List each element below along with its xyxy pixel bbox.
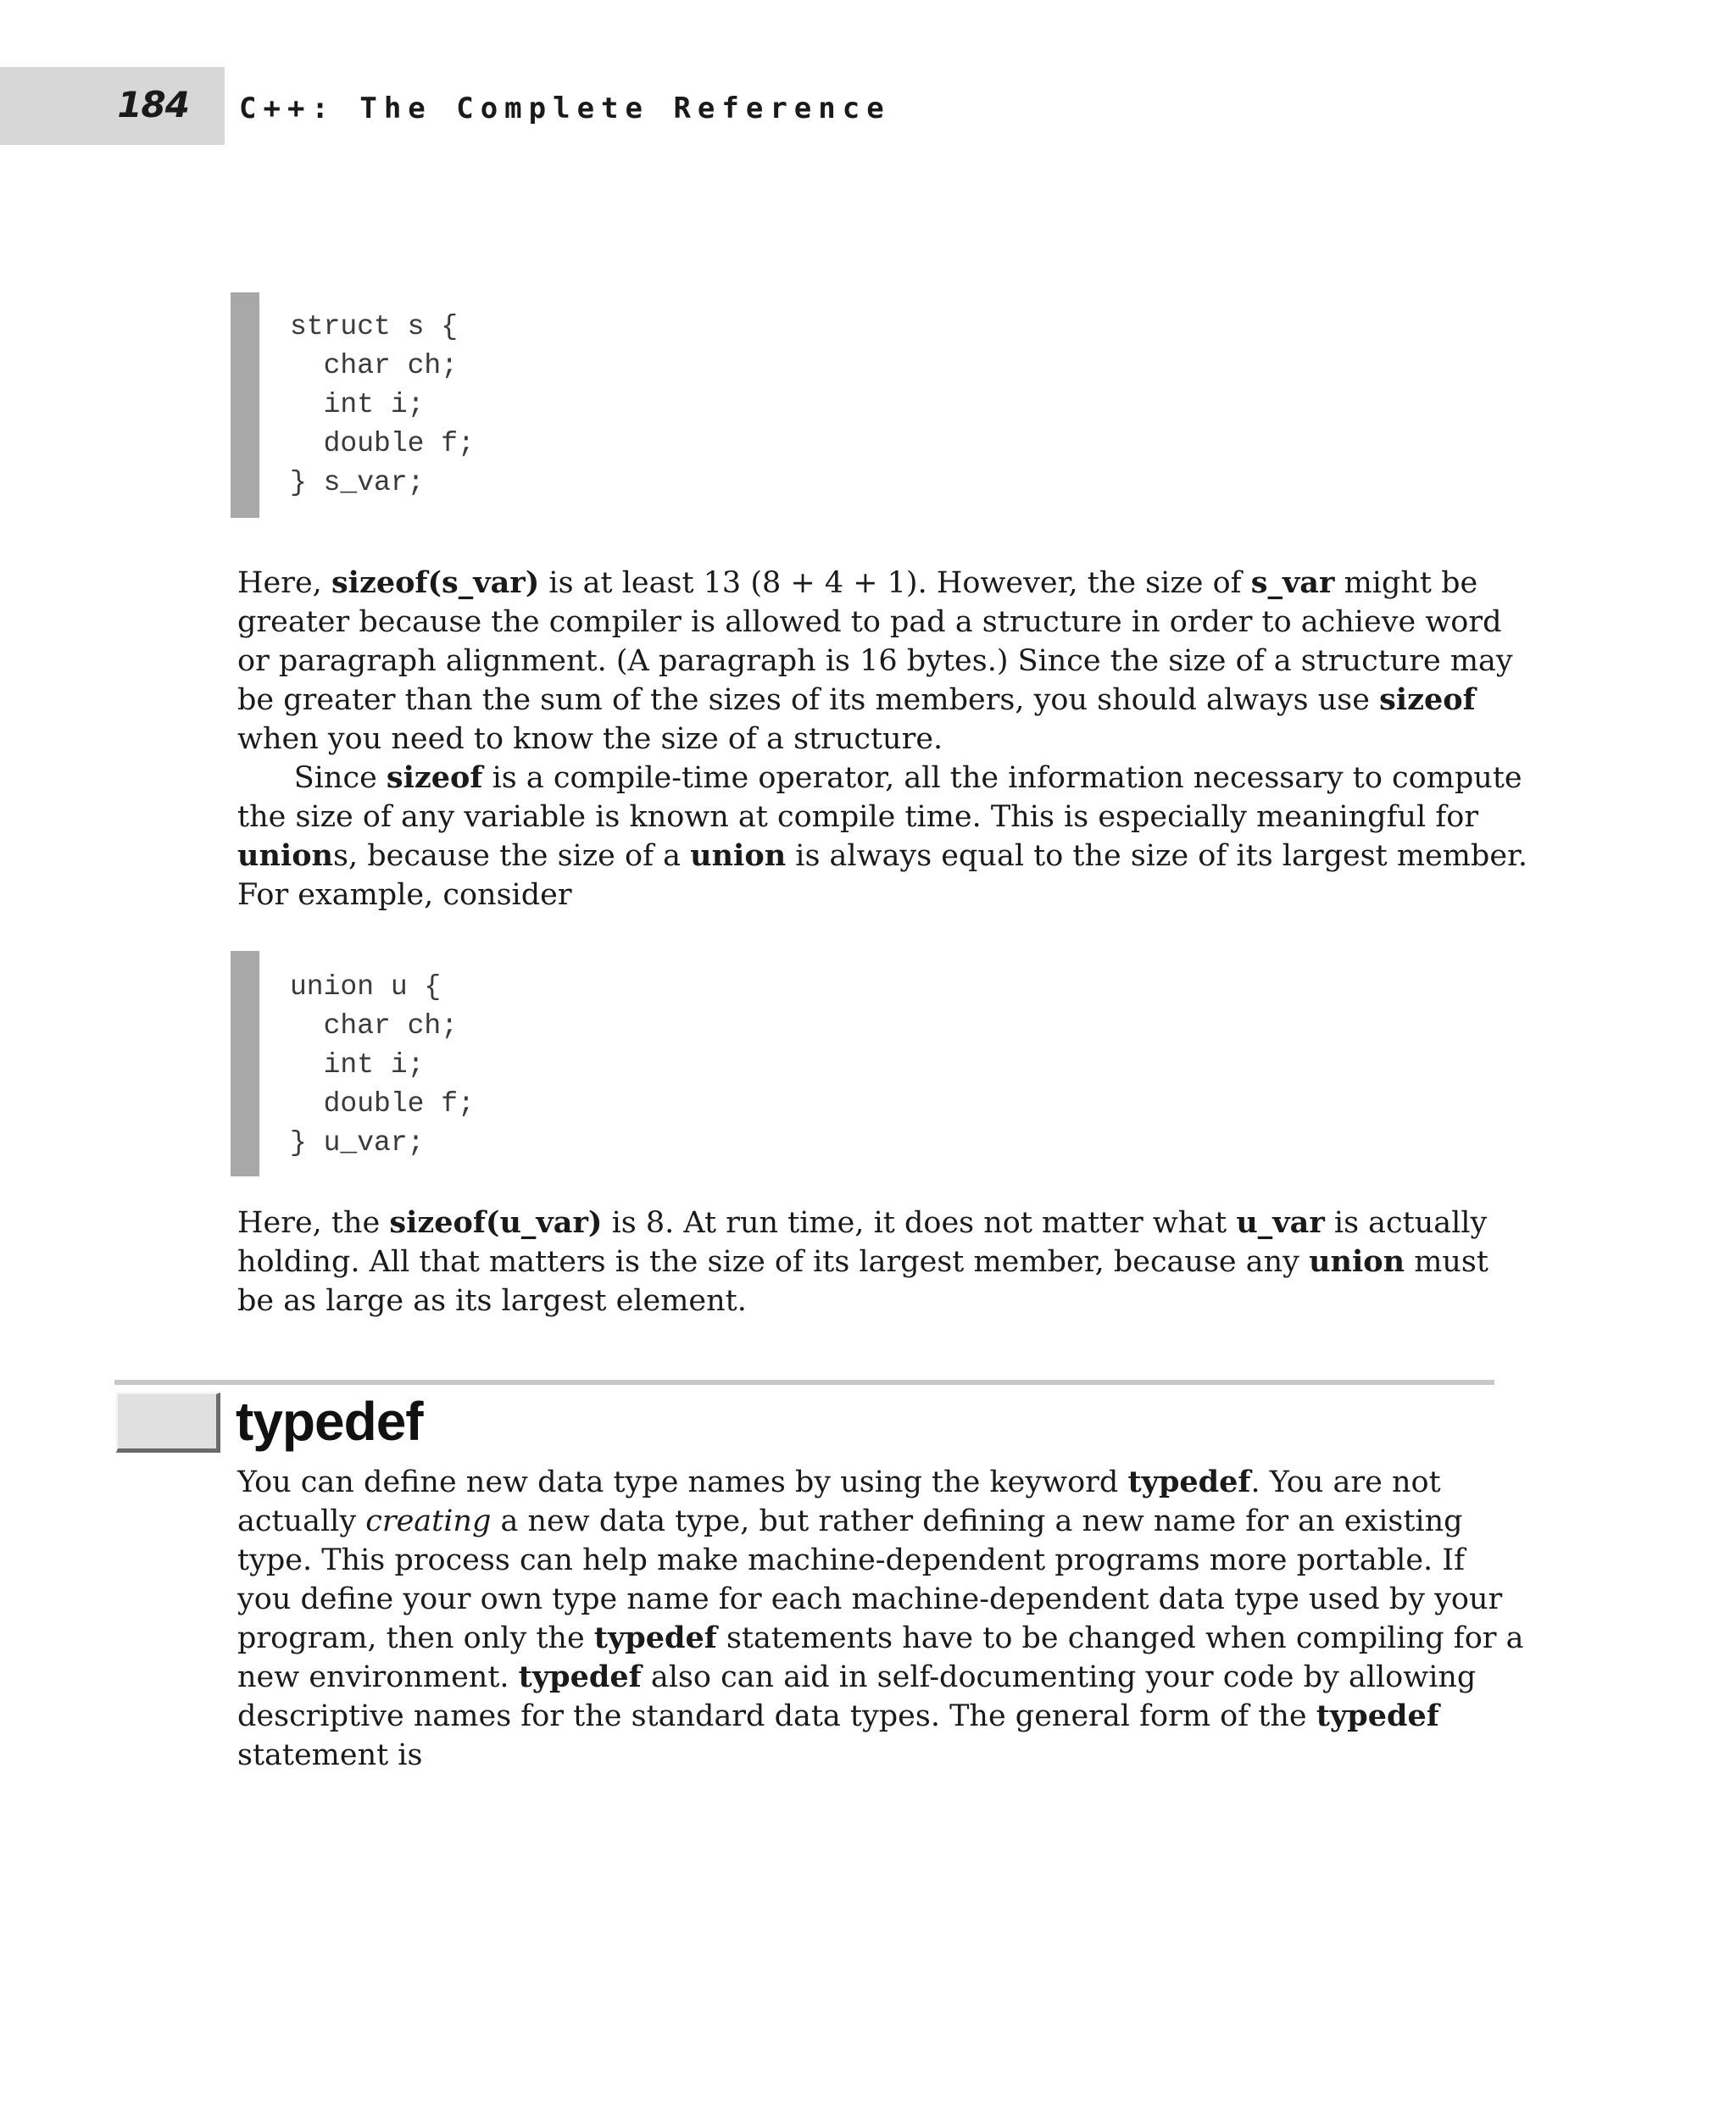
- text-line: [237, 720, 943, 759]
- text-run: might be: [1334, 566, 1478, 600]
- text-line: [237, 1697, 1439, 1736]
- text-run: statements have to be changed when compiling for a: [716, 1621, 1524, 1655]
- text-run: also can aid in self-documenting your code by allowing: [641, 1660, 1477, 1694]
- code-block-struct: [231, 292, 824, 518]
- text-line: [237, 1502, 1463, 1541]
- text-run: Since: [237, 761, 387, 795]
- text-run: is actually: [1324, 1206, 1488, 1240]
- code-line: } u_var;: [290, 1127, 425, 1159]
- text-line: [237, 1541, 1465, 1580]
- text-run: You can define new data type names by using the keyword: [237, 1465, 1128, 1499]
- code-line: double f;: [290, 1088, 475, 1120]
- text-line: [237, 1619, 1524, 1658]
- section-marker-box: [116, 1393, 220, 1453]
- bold-keyword: sizeof(s_var): [331, 565, 540, 600]
- bold-keyword: typedef: [1127, 1465, 1251, 1499]
- text-line: [237, 1243, 1488, 1281]
- code-block-union: [231, 951, 824, 1176]
- text-run: Here, the: [237, 1206, 390, 1240]
- bold-keyword: typedef: [518, 1659, 642, 1694]
- text-run: must: [1405, 1245, 1488, 1279]
- code-line: int i;: [290, 389, 425, 420]
- page-number: 184: [117, 84, 189, 125]
- text-run: descriptive names for the standard data types. The general form of the: [237, 1699, 1316, 1733]
- text-line: [237, 798, 1478, 837]
- text-line: [237, 1580, 1502, 1619]
- text-line: [237, 876, 572, 915]
- bold-keyword: s_var: [1250, 565, 1335, 600]
- bold-keyword: sizeof: [386, 760, 483, 795]
- text-run: s, because the size of a: [332, 839, 691, 873]
- text-line: [237, 564, 1477, 603]
- text-run: type. This process can help make machine-dependent programs more portable. If: [237, 1543, 1466, 1577]
- text-run: a new data type, but rather defining a new name for an existing: [491, 1504, 1463, 1538]
- bold-keyword: union: [690, 838, 787, 873]
- text-run: is always equal to the size of its largest member.: [786, 839, 1528, 873]
- text-line: [237, 759, 1522, 798]
- section-title: typedef: [236, 1391, 423, 1452]
- text-line: [237, 1658, 1476, 1697]
- code-line: struct s {: [290, 311, 459, 342]
- bold-keyword: u_var: [1236, 1205, 1325, 1240]
- text-run: is a compile-time operator, all the information necessary to compute: [482, 761, 1522, 795]
- text-run: is at least 13 (8 + 4 + 1). However, the size of: [539, 566, 1251, 600]
- running-head: C++: The Complete Reference: [239, 92, 891, 125]
- text-line: [237, 603, 1501, 642]
- text-run: Here,: [237, 566, 331, 600]
- bold-keyword: union: [237, 838, 333, 873]
- text-run: greater because the compiler is allowed to pad a structure in order to achieve word: [237, 605, 1502, 639]
- text-run: For example, consider: [237, 878, 572, 912]
- page-number-box: [0, 67, 225, 145]
- text-run: actually: [237, 1504, 366, 1538]
- text-line: [237, 1736, 422, 1775]
- code-line: double f;: [290, 428, 475, 459]
- text-run: when you need to know the size of a structure.: [237, 722, 943, 756]
- italic-text: creating: [365, 1504, 492, 1538]
- text-line: [237, 837, 1527, 876]
- code-line: int i;: [290, 1049, 425, 1081]
- text-run: you define your own type name for each machine-dependent data type used by your: [237, 1582, 1503, 1616]
- text-line: [237, 681, 1476, 720]
- text-line: [237, 1281, 747, 1320]
- code-block-bar: [231, 951, 259, 1176]
- section-rule: [114, 1380, 1494, 1385]
- text-run: is 8. At run time, it does not matter what: [602, 1206, 1237, 1240]
- text-run: be as large as its largest element.: [237, 1284, 747, 1318]
- bold-keyword: sizeof: [1379, 682, 1476, 717]
- text-run: . You are not: [1250, 1465, 1441, 1499]
- text-run: new environment.: [237, 1660, 519, 1694]
- text-run: or paragraph alignment. (A paragraph is 16 bytes.) Since the size of a structure may: [237, 644, 1513, 678]
- text-run: statement is: [237, 1738, 423, 1772]
- bold-keyword: typedef: [593, 1621, 717, 1655]
- text-run: program, then only the: [237, 1621, 594, 1655]
- code-line: union u {: [290, 971, 442, 1003]
- code-line: char ch;: [290, 1010, 459, 1042]
- code-block-bar: [231, 292, 259, 518]
- bold-keyword: sizeof(u_var): [389, 1205, 603, 1240]
- text-run: the size of any variable is known at compile time. This is especially meaningful for: [237, 800, 1479, 834]
- bold-keyword: union: [1309, 1244, 1405, 1279]
- code-line: } s_var;: [290, 467, 425, 498]
- text-line: [237, 1463, 1441, 1502]
- text-line: [237, 642, 1513, 681]
- code-line: char ch;: [290, 350, 459, 381]
- bold-keyword: typedef: [1316, 1698, 1439, 1733]
- text-run: holding. All that matters is the size of its largest member, because any: [237, 1245, 1310, 1279]
- text-line: [237, 1204, 1487, 1243]
- text-run: be greater than the sum of the sizes of its members, you should always use: [237, 683, 1380, 717]
